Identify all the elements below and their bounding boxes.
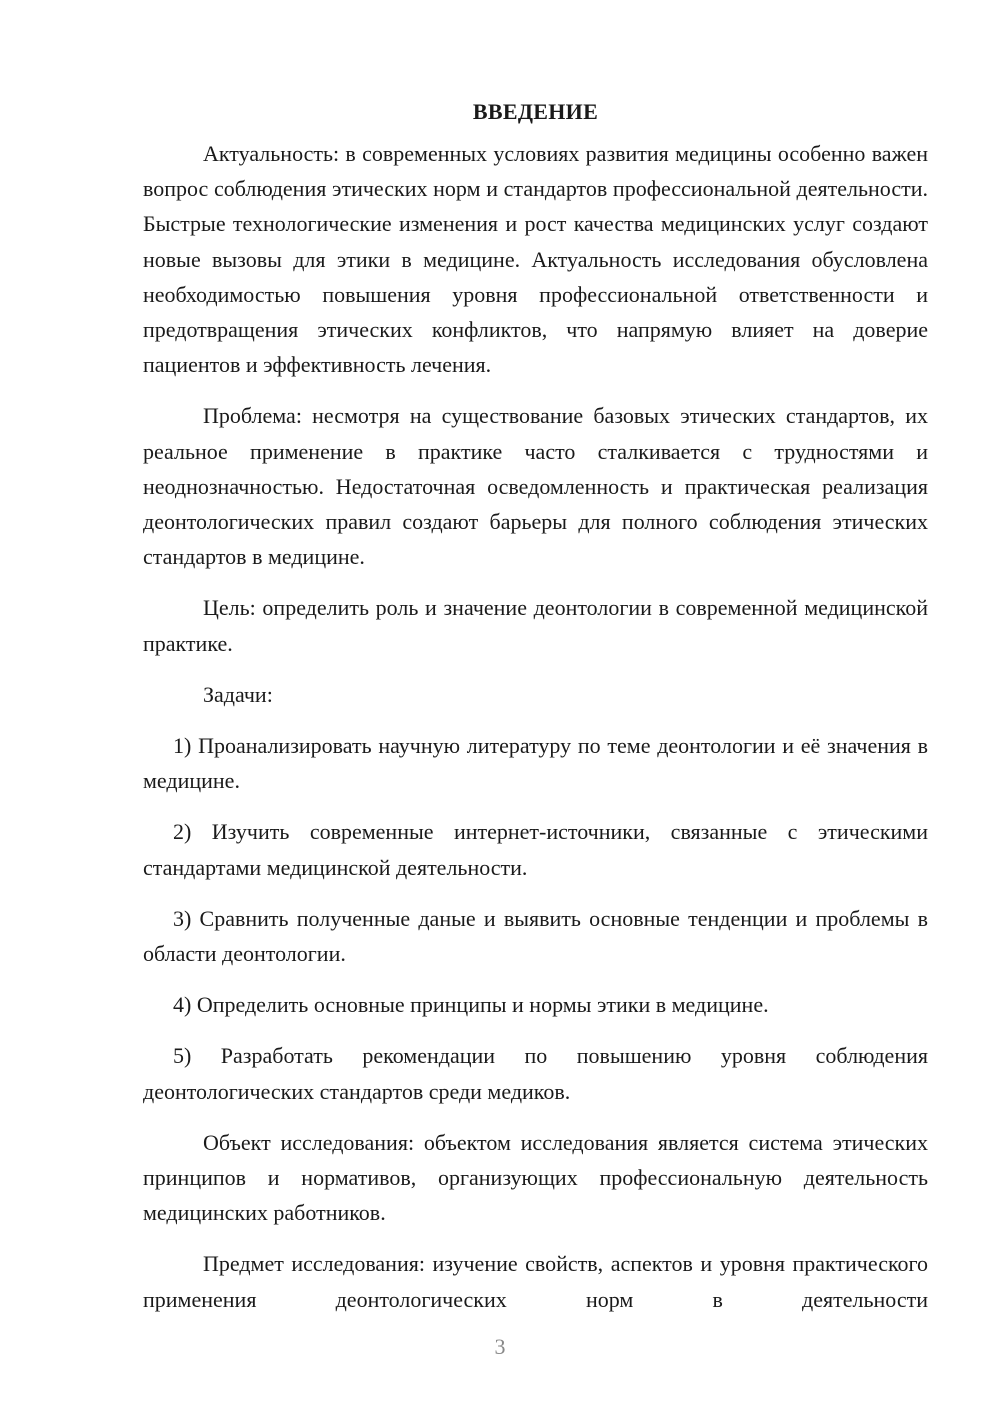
relevance-paragraph: Актуальность: в современных условиях развития медицины особенно важен вопрос соблюдения этических норм и стандартов профессиональной деятельности. Быстрые технологические изменения и рост качества медицинских услуг создают новые вызовы для этики в медицине. Актуальность исследования обусловлена необходимостью повышения уровня профессиональной ответственности и предотвращения этических конфликтов, что напрямую влияет на доверие пациентов и эффективность лечения. xyxy=(143,141,928,378)
task-item-5: 5) Разработать рекомендации по повышению уровня соблюдения деонтологических стандартов среди медиков. xyxy=(143,1043,928,1104)
object-paragraph: Объект исследования: объектом исследования является система этических принципов и нормативов, организующих профессиональную деятельность медицинских работников. xyxy=(143,1129,928,1226)
tasks-heading: Задачи: xyxy=(203,681,273,707)
subject-paragraph: Предмет исследования: изучение свойств, аспектов и уровня практического применения деонтологических норм в деятельности xyxy=(143,1251,928,1312)
section-title: ВВЕДЕНИЕ xyxy=(472,99,599,124)
task-item-4: 4) Определить основные принципы и нормы этики в медицине. xyxy=(173,992,769,1018)
problem-paragraph: Проблема: несмотря на существование базовых этических стандартов, их реальное применение в практике часто сталкивается с трудностями и неоднозначностью. Недостаточная осведомленность и практическая реализация деонтологических правил создают барьеры для полного соблюдения этических стандартов в медицине. xyxy=(143,403,928,570)
task-item-3: 3) Сравнить полученные даные и выявить основные тенденции и проблемы в области деонтологии. xyxy=(143,905,928,967)
task-item-2: 2) Изучить современные интернет-источники, связанные с этическими стандартами медицинской деятельности. xyxy=(143,819,928,880)
goal-paragraph: Цель: определить роль и значение деонтологии в современной медицинской практике. xyxy=(143,595,928,656)
document-page xyxy=(143,94,928,1333)
task-item-1: 1) Проанализировать научную литературу по теме деонтологии и её значения в медицине. xyxy=(143,733,928,794)
page-number: 3 xyxy=(494,1334,506,1359)
